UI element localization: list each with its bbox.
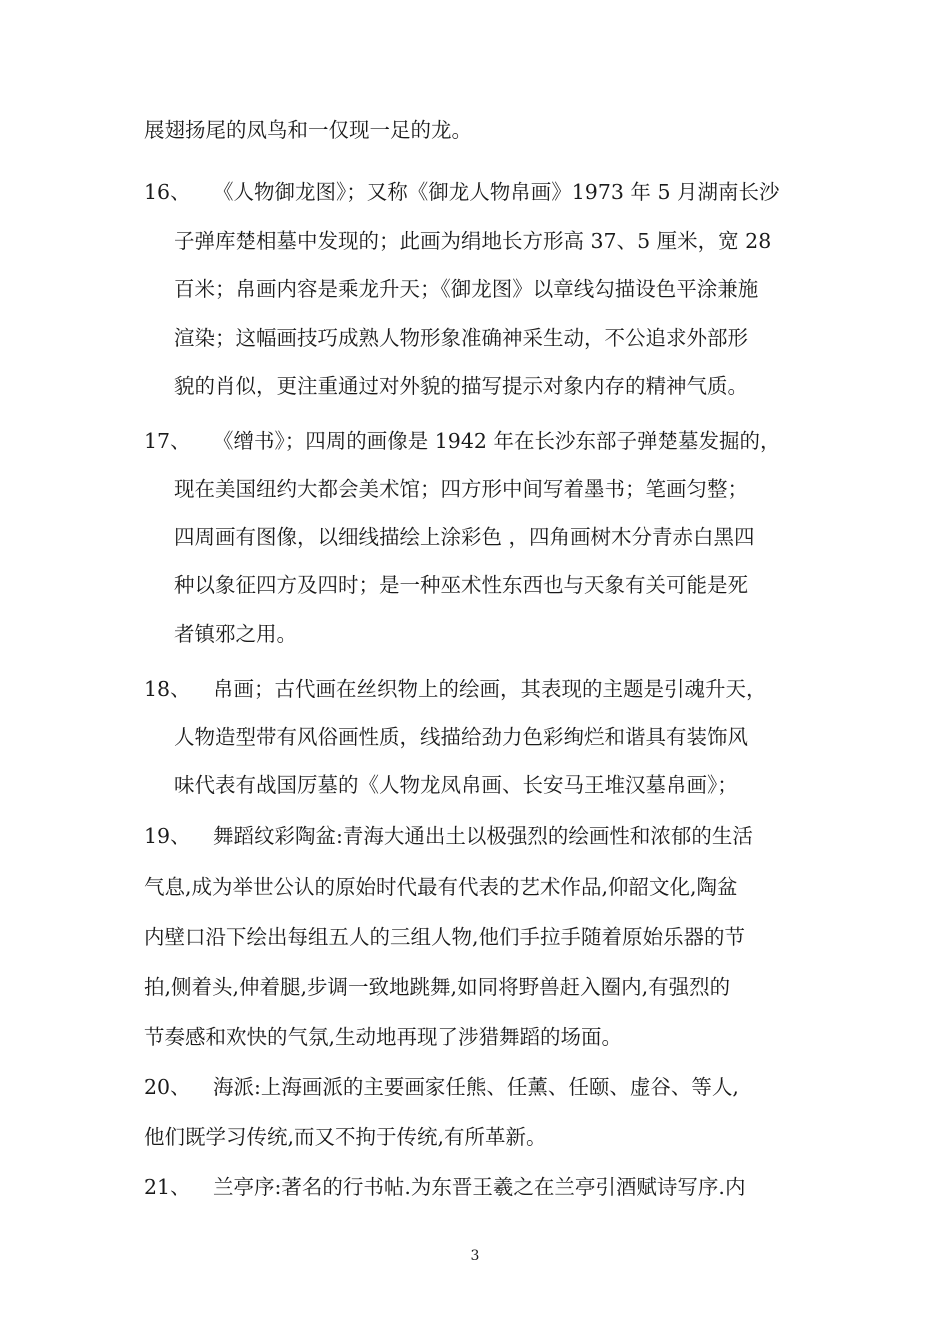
- item-line: 气息,成为举世公认的原始时代最有代表的艺术作品,仰韶文化,陶盆: [144, 875, 738, 899]
- item-line: 现在美国纽约大都会美术馆；四方形中间写着墨书；笔画匀整；: [174, 477, 748, 501]
- item-line: 种以象征四方及四时；是一种巫术性东西也与天象有关可能是死: [174, 573, 748, 597]
- item-line: 貌的肖似，更注重通过对外貌的描写提示对象内存的精神气质。: [174, 374, 748, 398]
- item-number: 17、: [144, 429, 191, 453]
- item-line: 四周画有图像，以细线描绘上涂彩色 ，四角画树木分青赤白黑四: [174, 525, 755, 549]
- item-line: 海派:上海画派的主要画家任熊、任薰、任颐、虚谷、等人,: [213, 1075, 739, 1099]
- item-number: 19、: [144, 824, 191, 848]
- item-line: 渲染；这幅画技巧成熟人物形象准确神采生动，不公追求外部形: [174, 326, 748, 350]
- continuation-line: 展翅扬尾的凤鸟和一仅现一足的龙。: [144, 118, 472, 142]
- page-number: 3: [470, 1248, 480, 1264]
- item-line: 舞蹈纹彩陶盆:青海大通出土以极强烈的绘画性和浓郁的生活: [213, 824, 753, 848]
- item-number: 20、: [144, 1075, 191, 1099]
- item-line: 他们既学习传统,而又不拘于传统,有所革新。: [144, 1125, 547, 1149]
- item-line: 内壁口沿下绘出每组五人的三组人物,他们手拉手随着原始乐器的节: [144, 925, 746, 949]
- item-number: 18、: [144, 677, 191, 701]
- item-line: 节奏感和欢快的气氛,生动地再现了涉猎舞蹈的场面。: [144, 1025, 623, 1049]
- item-line: 子弹库楚相墓中发现的；此画为绢地长方形高 37、5 厘米，宽 28: [174, 229, 772, 253]
- item-line: 人物造型带有风俗画性质，线描给劲力色彩绚烂和谐具有装饰风: [174, 725, 748, 749]
- item-number: 16、: [144, 180, 191, 204]
- item-line: 兰亭序:著名的行书帖.为东晋王羲之在兰亭引酒赋诗写序.内: [213, 1175, 746, 1199]
- item-line: 《人物御龙图》；又称《御龙人物帛画》1973 年 5 月湖南长沙: [213, 180, 780, 204]
- item-line: 百米；帛画内容是乘龙升天；《御龙图》以章线勾描设色平涂兼施: [174, 277, 759, 301]
- item-number: 21、: [144, 1175, 191, 1199]
- item-line: 帛画；古代画在丝织物上的绘画，其表现的主题是引魂升天，: [213, 677, 767, 701]
- item-line: 拍,侧着头,伸着腿,步调一致地跳舞,如同将野兽赶入圈内,有强烈的: [144, 975, 731, 999]
- item-line: 者镇邪之用。: [174, 622, 297, 646]
- item-line: 《缯书》；四周的画像是 1942 年在长沙东部子弹楚墓发掘的，: [213, 429, 781, 453]
- item-line: 味代表有战国厉墓的《人物龙凤帛画、长安马王堆汉墓帛画》；: [174, 773, 738, 797]
